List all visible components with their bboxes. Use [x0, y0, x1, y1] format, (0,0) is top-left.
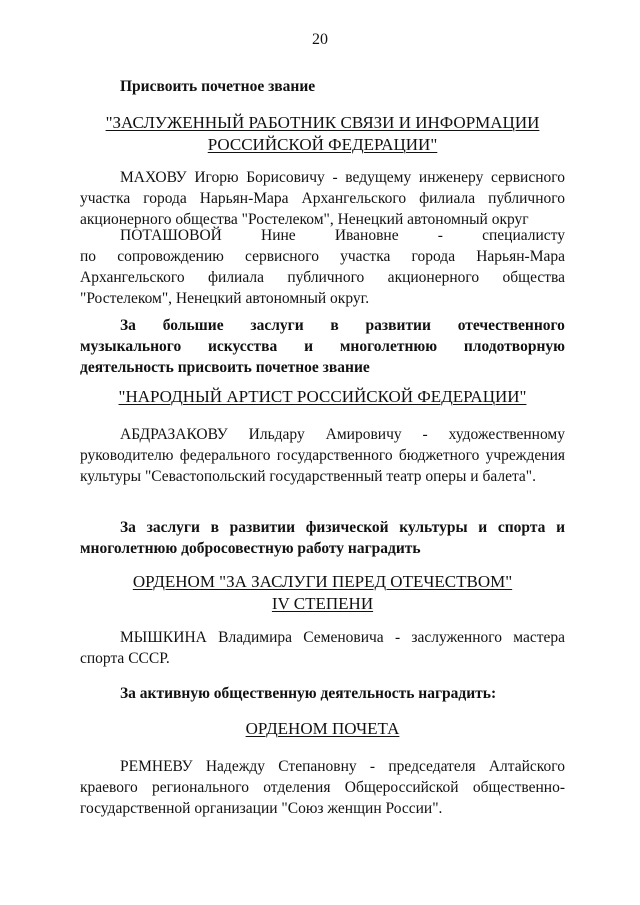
section1-award1-paragraph — [80, 167, 565, 230]
award4-text: Владимира Семеновича - заслуженного мастера спорта СССР. — [80, 629, 565, 667]
heading-word: отечественного — [457, 317, 565, 334]
section1-award2-paragraph — [80, 225, 565, 309]
award5-surname: РЕМНЕВУ — [120, 758, 193, 775]
heading-word: развитии — [365, 317, 431, 334]
award1-surname: МАХОВУ — [120, 169, 187, 186]
award4-surname: МЫШКИНА — [120, 629, 207, 646]
section4-award-paragraph — [80, 756, 565, 819]
section3-heading: За заслуги в развитии физической культуры и спорта и многолетнюю добросовестную работу наградить — [80, 519, 565, 557]
section2-heading — [80, 315, 565, 378]
award3-surname: АБДРАЗАКОВУ — [120, 426, 228, 443]
section2-heading-line3: деятельность присвоить почетное звание — [80, 359, 370, 376]
heading-word: музыкального — [80, 338, 182, 355]
award2-word: специалисту — [482, 227, 565, 244]
section1-title — [80, 112, 565, 156]
section2-heading-line1 — [80, 315, 565, 336]
award2-word: Нине — [261, 227, 296, 244]
heading-word: заслуги — [250, 317, 304, 334]
award2-text: по сопровождению сервисного участка города Нарьян-Мара Архангельского филиала публичного акционерного общества "Ростелеком", Ненецкий автономный округ. — [80, 248, 565, 307]
heading-word: и — [304, 338, 314, 355]
section4-heading: За активную общественную деятельность наградить: — [120, 685, 497, 702]
section1-title-line1: "ЗАСЛУЖЕННЫЙ РАБОТНИК СВЯЗИ И ИНФОРМАЦИИ — [105, 113, 540, 132]
award2-surname: ПОТАШОВОЙ — [120, 227, 222, 244]
heading-word: плодотворную — [463, 338, 565, 355]
section3-award-paragraph — [80, 627, 565, 669]
section3-title-line2: IV СТЕПЕНИ — [271, 594, 374, 613]
award1-text: Игорю Борисовичу - ведущему инженеру сервисного участка города Нарьян-Мара Архангельского филиала публичного акционерного общества "Ростелеком", Ненецкий автономный округ — [80, 169, 565, 228]
award5-text: Надежду Степановну - председателя Алтайского краевого регионального отделения Общероссийской общественно-государственной организации "Союз женщин России". — [80, 758, 565, 817]
heading-word: большие — [162, 317, 224, 334]
award2-word: - — [437, 227, 443, 244]
page-number: 20 — [312, 31, 328, 48]
heading-word: многолетнюю — [339, 338, 438, 355]
heading-word: искусства — [208, 338, 278, 355]
award3-text: Ильдару Амировичу - художественному руководителю федерального государственного бюджетного учреждения культуры "Севастопольский государственный театр оперы и балета". — [80, 426, 565, 485]
award2-word: Ивановне — [334, 227, 399, 244]
section2-title-text: "НАРОДНЫЙ АРТИСТ РОССИЙСКОЙ ФЕДЕРАЦИИ" — [118, 387, 527, 406]
heading-word: в — [330, 317, 339, 334]
section2-title — [80, 386, 565, 408]
section1-title-line2: РОССИЙСКОЙ ФЕДЕРАЦИИ" — [207, 135, 438, 154]
heading-word: За — [120, 317, 136, 334]
section4-title-text: ОРДЕНОМ ПОЧЕТА — [245, 719, 400, 738]
section2-award-paragraph — [80, 424, 565, 487]
section3-title — [80, 571, 565, 615]
section3-title-line1: ОРДЕНОМ "ЗА ЗАСЛУГИ ПЕРЕД ОТЕЧЕСТВОМ" — [132, 572, 513, 591]
section1-heading: Присвоить почетное звание — [120, 78, 316, 95]
section2-heading-line2 — [80, 336, 565, 357]
section4-title — [80, 718, 565, 740]
award2-first-line — [80, 225, 565, 246]
